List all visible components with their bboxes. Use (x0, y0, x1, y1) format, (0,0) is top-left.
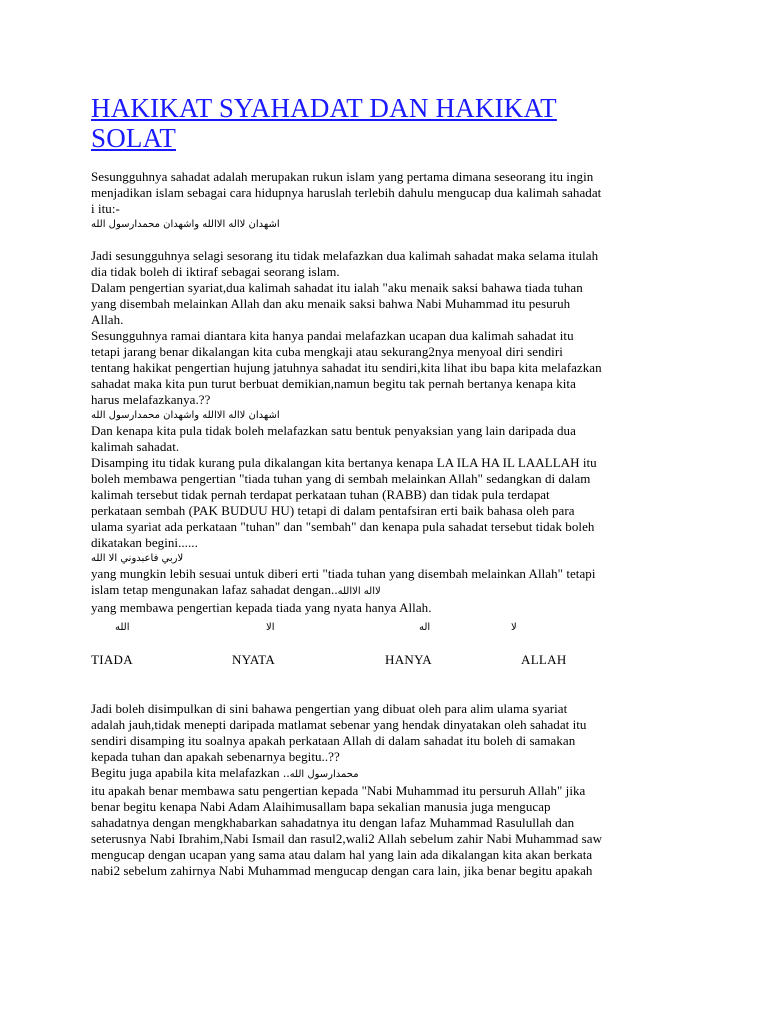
paragraph-line: mengucap dengan ucapan yang sama atau dalam hal yang lain ada dikalangan kita akan berkata (91, 847, 593, 862)
paragraph-line: perkataan sembah (PAK BUDUU HU) tetapi di dalam pentafsiran erti baik bahasa oleh para (91, 503, 575, 518)
paragraph-line: benar begitu kenapa Nabi Adam Alaihimusallam bapa sekalian manusia juga mengucap (91, 799, 551, 814)
paragraph-line: sahadatnya dengan mengkhabarkan sahadatnya itu dengan lafaz Muhammad Rasulullah dan (91, 815, 575, 830)
title-line-2[interactable]: SOLAT (91, 123, 177, 153)
paragraph-line: kalimah sahadat. (91, 439, 180, 454)
arabic-inline-text: محمدارسول الله (289, 769, 359, 780)
paragraph-line: harus melafazkanya.?? (91, 392, 211, 407)
meaning-nyata: NYATA (232, 652, 276, 667)
paragraph-line: Jadi boleh disimpulkan di sini bahawa pengertian yang dibuat oleh para alim ulama syariat (91, 701, 568, 716)
paragraph-line: Dalam pengertian syariat,dua kalimah sahadat itu ialah "aku menaik saksi bahawa tiada tuhan (91, 280, 583, 295)
meaning-word-row (91, 652, 691, 670)
paragraph-line: sahadat maka kita pun turut berbuat demikian,namun begitu tak pernah bertanya kenapa kita (91, 376, 576, 391)
paragraph-line: tetapi jarang benar dikalangan kita cuba mengkaji atau sekurang2nya menyoal diri sendiri (91, 344, 563, 359)
paragraph-gap (91, 670, 691, 701)
paragraph-line: kepada tuhan dan apakah sebenarnya begitu..?? (91, 749, 340, 764)
arabic-word-ilah: اله (419, 622, 431, 633)
paragraph-line: Jadi sesungguhnya selagi sesorang itu tidak melafazkan dua kalimah sahadat maka selama itulah (91, 248, 599, 263)
paragraph-line: seterusnya Nabi Ibrahim,Nabi Ismail dan rasul2,wali2 Allah sebelum zahir Nabi Muhammad saw (91, 831, 603, 846)
paragraph-line: adalah jauh,tidak menepti daripada matlamat sebenar yang hendak dinyatakan oleh sahadat itu (91, 717, 587, 732)
paragraph-line-with-arabic (91, 582, 691, 600)
paragraph-line: itu apakah benar membawa satu pengertian kepada "Nabi Muhammad itu persuruh Allah" jika (91, 783, 586, 798)
meaning-hanya: HANYA (385, 652, 432, 667)
paragraph-gap (91, 232, 691, 248)
title-line-1[interactable]: HAKIKAT SYAHADAT DAN HAKIKAT (91, 93, 557, 123)
paragraph-line: nabi2 sebelum zahirnya Nabi Muhammad mengucap dengan cara lain, jika benar begitu apakah (91, 863, 593, 878)
paragraph-text: Begitu juga apabila kita melafazkan .. (91, 765, 290, 780)
paragraph-line: ulama syariat ada perkataan "tuhan" dan "sembah" dan kenapa pula sahadat tersebut tidak boleh (91, 519, 595, 534)
meaning-tiada: TIADA (91, 652, 133, 667)
paragraph-line: boleh membawa pengertian "tiada tuhan yang di sembah melainkan Allah" sedangkan di dalam (91, 471, 591, 486)
arabic-word-allah: الله (115, 622, 130, 633)
paragraph-line: dia tidak boleh di iktiraf sebagai seorang islam. (91, 264, 340, 279)
paragraph-line: yang membawa pengertian kepada tiada yang nyata hanya Allah. (91, 600, 432, 615)
arabic-larabbi-line: لاربي فاعبدوني الا الله (91, 553, 184, 564)
arabic-syahadah-line: اشهدان لااله الاالله واشهدان محمدارسول الله (91, 410, 280, 421)
arabic-syahadah-line: اشهدان لااله الاالله واشهدان محمدارسول الله (91, 219, 280, 230)
document-title[interactable] (91, 93, 691, 153)
paragraph-line: menjadikan islam sebagai cara hidupnya haruslah terlebih dahulu mengucap dua kalimah sahadat (91, 185, 602, 200)
paragraph-line: tentang hakikat pengertian hujung jatuhnya sahadat itu sendiri,kita lihat ibu bapa kita melafazkan (91, 360, 602, 375)
paragraph-line: sendiri disamping itu soalnya apakah perkataan Allah di dalam sahadat itu boleh di samakan (91, 733, 576, 748)
paragraph-line: Allah. (91, 312, 124, 327)
paragraph-line: kalimah tersebut tidak pernah terdapat perkataan tuhan (RABB) dan tidak pula terdapat (91, 487, 550, 502)
paragraph-line: Dan kenapa kita pula tidak boleh melafazkan satu bentuk penyaksian yang lain daripada dua (91, 423, 576, 438)
arabic-word-row (91, 622, 691, 640)
paragraph-text: islam tetap mengunakan lafaz sahadat dengan.. (91, 582, 338, 597)
meaning-allah: ALLAH (521, 652, 567, 667)
paragraph-line: Sesungguhnya sahadat adalah merupakan rukun islam yang pertama dimana seseorang itu ingin (91, 169, 594, 184)
paragraph-line: Disamping itu tidak kurang pula dikalangan kita bertanya kenapa LA ILA HA IL LAALLAH itu (91, 455, 597, 470)
document-page (91, 93, 691, 879)
paragraph-line-with-arabic (91, 765, 691, 783)
paragraph-line: i itu:- (91, 201, 120, 216)
paragraph-line: dikatakan begini...... (91, 535, 198, 550)
paragraph-line: yang mungkin lebih sesuai untuk diberi erti "tiada tuhan yang disembah melainkan Allah" tetapi (91, 566, 596, 581)
arabic-word-illa: الا (266, 622, 275, 633)
paragraph-line: Sesungguhnya ramai diantara kita hanya pandai melafazkan ucapan dua kalimah sahadat itu (91, 328, 574, 343)
arabic-inline-text: لااله الاالله (337, 586, 381, 597)
paragraph-line: yang disembah melainkan Allah dan aku menaik saksi bahwa Nabi Muhammad itu pesuruh (91, 296, 571, 311)
arabic-word-la: لا (511, 622, 517, 633)
